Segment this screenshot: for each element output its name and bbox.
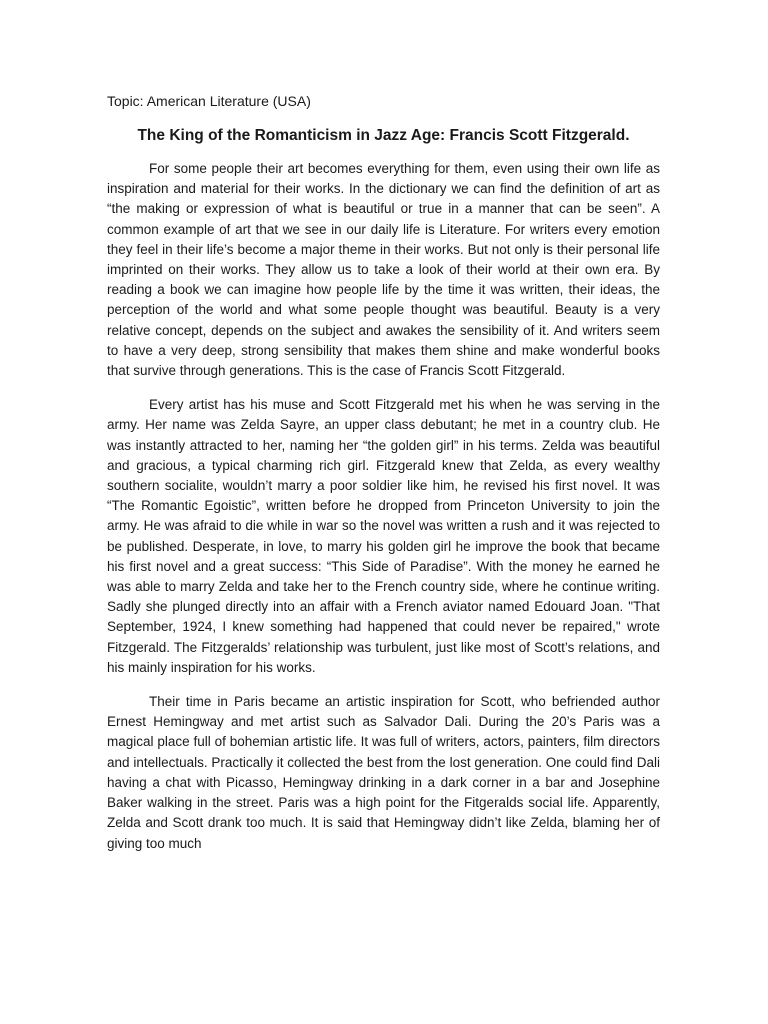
essay-title: The King of the Romanticism in Jazz Age: Francis Scott Fitzgerald. — [137, 127, 630, 144]
topic-line: Topic: American Literature (USA) — [107, 93, 311, 109]
paragraph-1: For some people their art becomes everything for them, even using their own life as inspiration and material for their works. In the dictionary we can find the definition of art as “the making or expression of what is beautiful or true in a manner that can be seen”. A common example of art that we see in our daily life is Literature. For writers every emotion they feel in their life’s become a major theme in their works. But not only is their personal life imprinted on their works. They allow us to take a look of their world at their own era. By reading a book we can imagine how people life by the time it was written, their ideas, the perception of the world and what some people thought was beautiful. Beauty is a very relative concept, depends on the subject and awakes the sensibility of it. And writers seem to have a very deep, strong sensibility that makes them shine and make wonderful books that survive through generations. This is the case of Francis Scott Fitzgerald. — [107, 161, 660, 379]
paragraph-2: Every artist has his muse and Scott Fitzgerald met his when he was serving in the army. Her name was Zelda Sayre, an upper class debutant; he met in a country club. He was instantly attracted to her, naming her “the golden girl” in his terms. Zelda was beautiful and gracious, a typical charming rich girl. Fitzgerald knew that Zelda, as every wealthy southern socialite, wouldn’t marry a poor soldier like him, he revised his first novel. It was “The Romantic Egoistic”, written before he dropped from Princeton University to join the army. He was afraid to die while in war so the novel was written a rush and it was rejected to be published. Desperate, in love, to marry his golden girl he improve the book that became his first novel and a great success: “This Side of Paradise”. With the money he earned he was able to marry Zelda and take her to the French country side, where he continue writing. Sadly she plunged directly into an affair with a French aviator named Edouard Joan. "That September, 1924, I knew something had happened that could never be repaired," wrote Fitzgerald. The Fitzgeralds’ relationship was turbulent, just like most of Scott’s relations, and his mainly inspiration for his works. — [107, 397, 660, 675]
document-body — [107, 91, 660, 868]
paragraph-3: Their time in Paris became an artistic inspiration for Scott, who befriended author Ernest Hemingway and met artist such as Salvador Dali. During the 20’s Paris was a magical place full of bohemian artistic life. It was full of writers, actors, painters, film directors and intellectuals. Practically it collected the best from the lost generation. One could find Dali having a chat with Picasso, Hemingway drinking in a dark corner in a bar and Josephine Baker walking in the street. Paris was a high point for the Fitgeralds social life. Apparently, Zelda and Scott drank too much. It is said that Hemingway didn’t like Zelda, blaming her of giving too much — [107, 694, 660, 851]
